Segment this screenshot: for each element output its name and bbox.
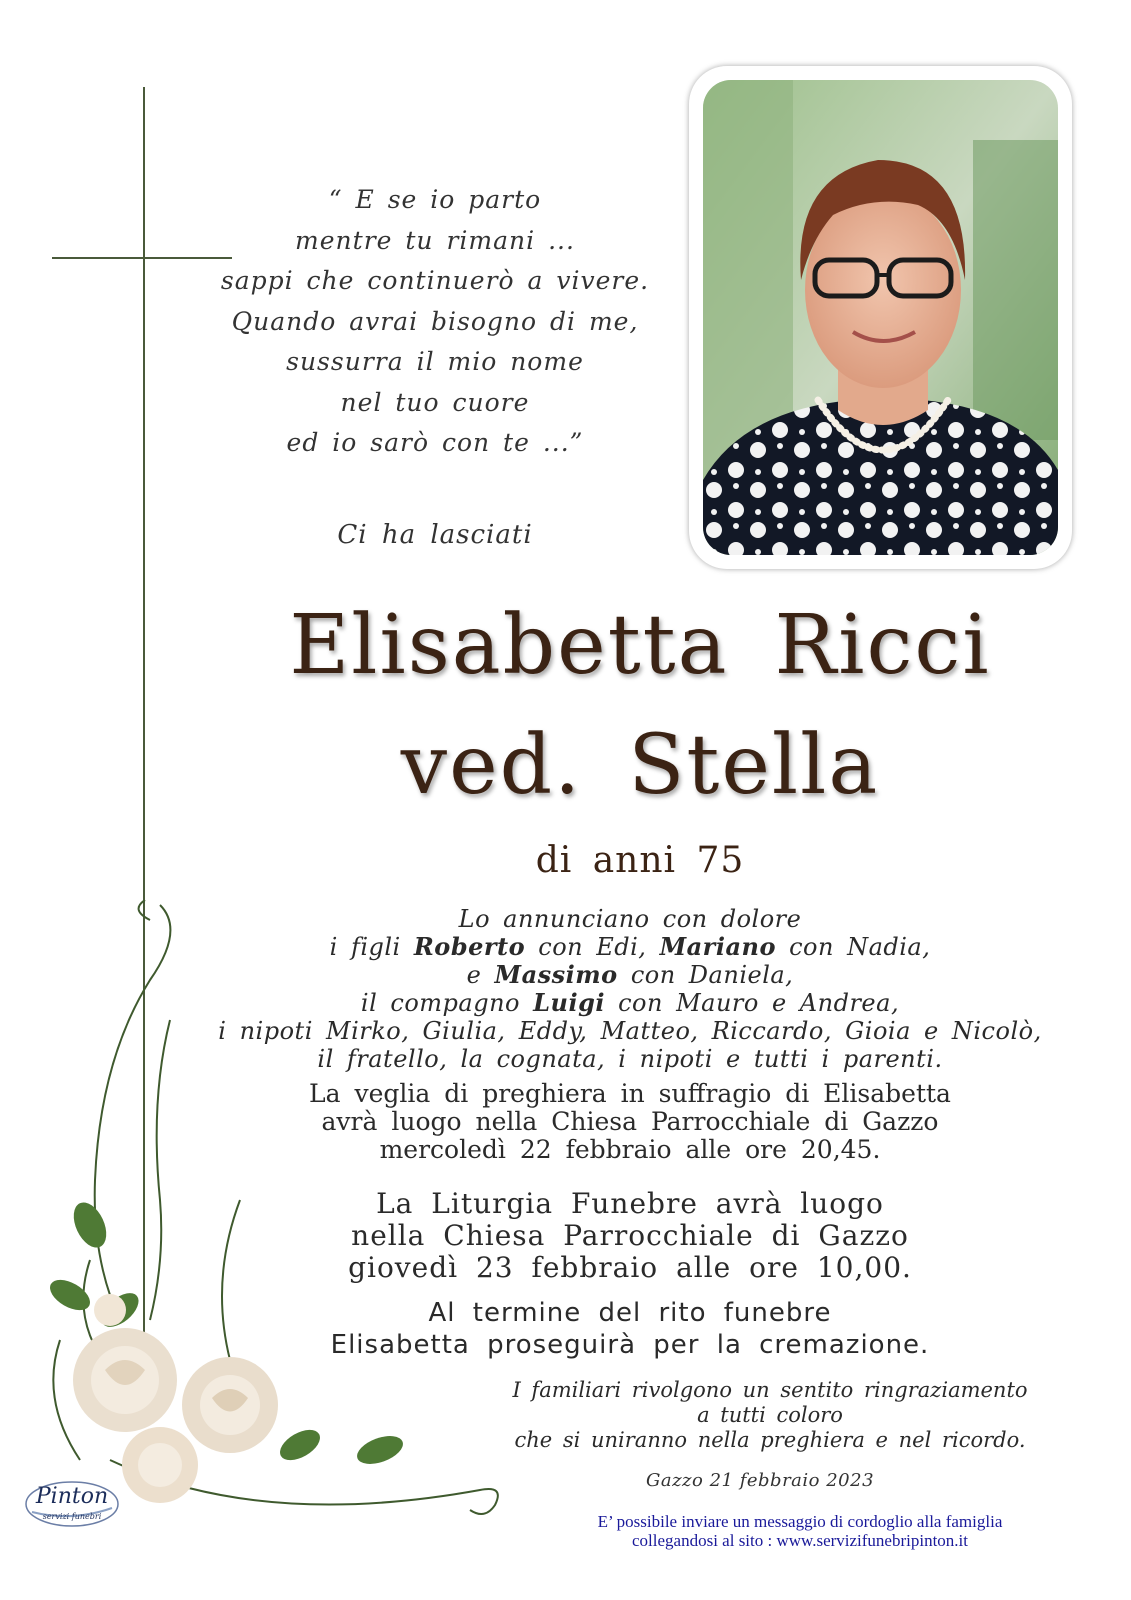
thanks-line: che si uniranno nella preghiera e nel ricordo. xyxy=(514,1428,1026,1452)
liturgy-line: La Liturgia Funebre avrà luogo xyxy=(376,1187,884,1220)
thanks-note xyxy=(470,1378,1070,1453)
left-us-text: Ci ha lasciati xyxy=(337,520,533,550)
vigil-line: mercoledì 22 febbraio alle ore 20,45. xyxy=(379,1135,881,1164)
text: con Nadia, xyxy=(789,933,931,961)
cross-horizontal xyxy=(52,257,232,259)
footer-line: E’ possibile inviare un messaggio di cordoglio alla famiglia xyxy=(597,1512,1003,1531)
partner-name: Luigi xyxy=(533,988,605,1017)
thanks-line: I familiari rivolgono un sentito ringraziamento xyxy=(512,1378,1028,1402)
poem-line: mentre tu rimani ... xyxy=(295,225,575,255)
text: il compagno xyxy=(360,989,520,1017)
child-name: Mariano xyxy=(659,932,776,961)
child-name: Roberto xyxy=(413,932,526,961)
logo-subtitle: servizi funebri xyxy=(42,1512,102,1521)
poem-line: “ E se io parto xyxy=(328,185,542,214)
portrait-illustration xyxy=(703,80,1058,555)
text: i figli xyxy=(329,933,401,961)
text: con Edi, xyxy=(538,933,647,961)
poem-line: nel tuo cuore xyxy=(340,387,530,417)
poem-line: sussurra il mio nome xyxy=(286,347,584,376)
announcement-line: il fratello, la cognata, i nipoti e tutti i parenti. xyxy=(317,1045,943,1073)
deceased-widow-of: ved. Stella xyxy=(400,718,880,813)
thanks-line: a tutti coloro xyxy=(697,1403,843,1427)
announcement-line: Lo annunciano con dolore xyxy=(458,905,802,933)
poem-line: Quando avrai bisogno di me, xyxy=(231,306,639,336)
child-name: Massimo xyxy=(494,960,618,989)
logo-name: Pinton xyxy=(35,1484,109,1509)
rite-line: Elisabetta proseguirà per la cremazione. xyxy=(330,1330,930,1360)
rose-decoration xyxy=(0,900,520,1560)
liturgy-line: giovedì 23 febbraio alle ore 10,00. xyxy=(348,1251,912,1284)
deceased-age: di anni 75 xyxy=(535,840,745,881)
announcement-line: i nipoti Mirko, Giulia, Eddy, Matteo, Riccardo, Gioia e Nicolò, xyxy=(218,1017,1042,1045)
deceased-name: Elisabetta Ricci xyxy=(289,598,991,693)
footer-line[interactable]: collegandosi al sito : www.servizifunebripinton.it xyxy=(632,1531,968,1550)
text: con Daniela, xyxy=(630,961,794,989)
condolence-footer xyxy=(470,1512,1130,1550)
poem-line: ed io sarò con te ...” xyxy=(286,428,584,457)
liturgy-line: nella Chiesa Parrocchiale di Gazzo xyxy=(351,1219,909,1252)
vigil-line: La veglia di preghiera in suffragio di Elisabetta xyxy=(309,1079,951,1108)
poem xyxy=(215,180,655,464)
rite-line: Al termine del rito funebre xyxy=(428,1298,832,1328)
portrait-photo xyxy=(703,80,1058,555)
place-date: Gazzo 21 febbraio 2023 xyxy=(645,1470,875,1491)
text: con Mauro e Andrea, xyxy=(618,989,900,1017)
text: e xyxy=(466,961,482,989)
vigil-line: avrà luogo nella Chiesa Parrocchiale di Gazzo xyxy=(321,1107,939,1136)
poem-line: sappi che continuerò a vivere. xyxy=(220,266,650,295)
